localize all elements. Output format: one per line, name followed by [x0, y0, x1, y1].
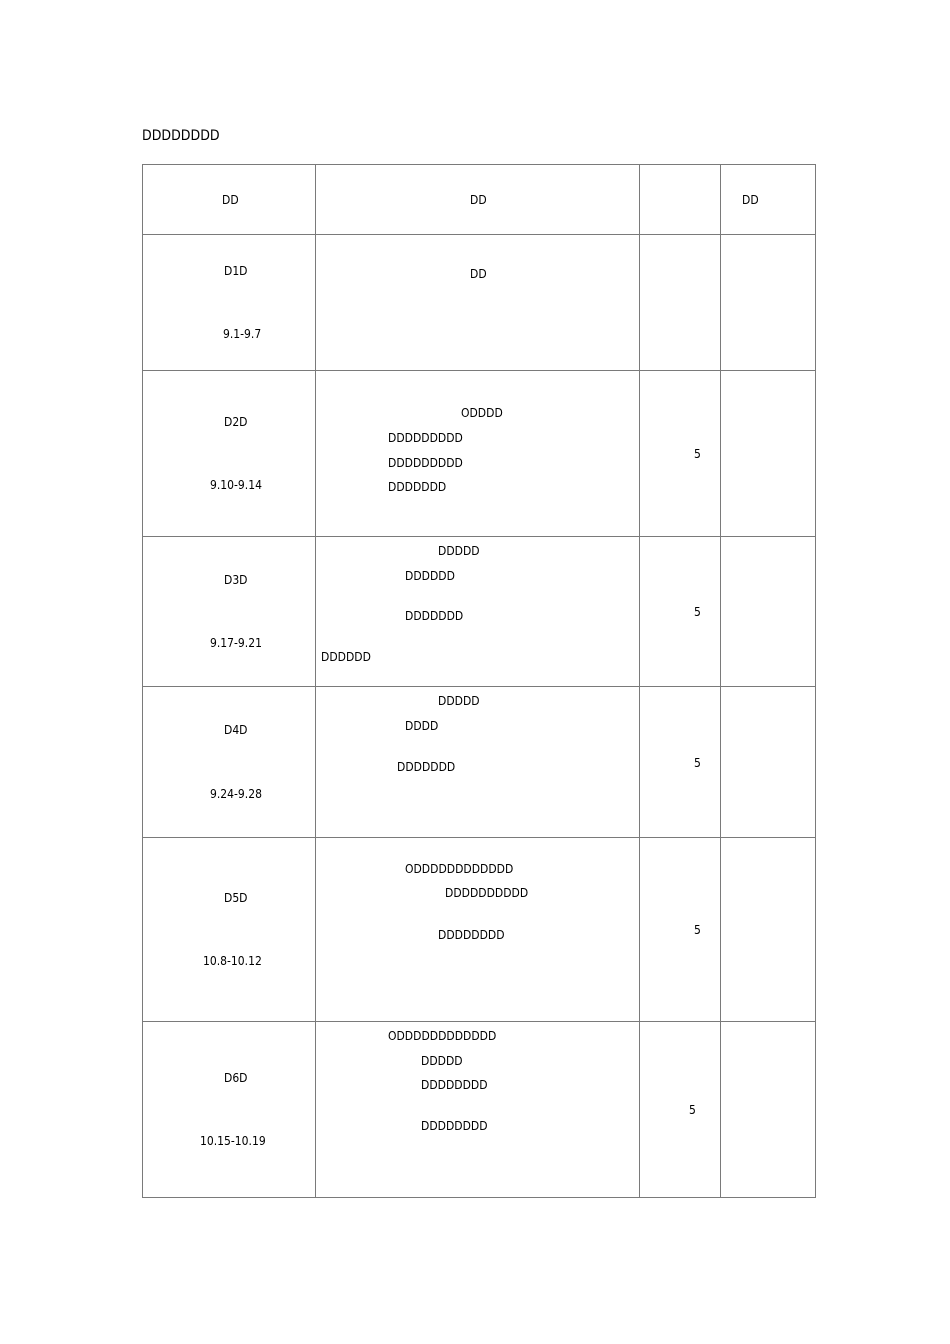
- row-content-line: DDDDDDDD: [421, 1078, 488, 1092]
- table-row-divider: [142, 234, 816, 235]
- row-hours: 5: [694, 605, 701, 619]
- table-row-divider: [142, 686, 816, 687]
- row-week: D2D: [224, 415, 248, 429]
- row-content-line: DDDDDDD: [388, 480, 447, 494]
- row-content-line: DDDDDD: [405, 569, 455, 583]
- row-hours: 5: [694, 447, 701, 461]
- table-row-divider: [142, 837, 816, 838]
- row-dates: 9.24-9.28: [210, 787, 262, 801]
- row-dates: 9.10-9.14: [210, 478, 262, 492]
- row-dates: 10.8-10.12: [203, 954, 262, 968]
- header-remarks: DD: [742, 193, 759, 207]
- row-content-line: DDDDD: [438, 694, 480, 708]
- table-row-divider: [142, 370, 816, 371]
- row-content-line: DDDDDDDD: [421, 1119, 488, 1133]
- row-content-line: DD: [470, 267, 487, 281]
- row-week: D1D: [224, 264, 248, 278]
- row-hours: 5: [694, 756, 701, 770]
- table-column-divider: [639, 164, 640, 1198]
- row-content-line: DDDDDDDDD: [388, 456, 463, 470]
- row-content-line: DDDDDDDD: [438, 928, 505, 942]
- row-content-line: DDDDD: [421, 1054, 463, 1068]
- row-week: D5D: [224, 891, 248, 905]
- row-content-line: DDDDDDD: [397, 760, 456, 774]
- table-row-divider: [142, 536, 816, 537]
- table-border-left: [142, 164, 143, 1198]
- header-content: DD: [470, 193, 487, 207]
- header-week: DD: [222, 193, 239, 207]
- row-week: D4D: [224, 723, 248, 737]
- row-week: D6D: [224, 1071, 248, 1085]
- row-content-line: ODDDD: [461, 406, 503, 420]
- row-content-line: DDDDDDDDDD: [445, 886, 529, 900]
- row-content-line: DDDDDDDDD: [388, 431, 463, 445]
- table-row-divider: [142, 1021, 816, 1022]
- row-dates: 9.1-9.7: [223, 327, 262, 341]
- row-hours: 5: [694, 923, 701, 937]
- row-dates: 10.15-10.19: [200, 1134, 266, 1148]
- row-content-line: ODDDDDDDDDDDD: [405, 862, 514, 876]
- row-content-line: DDDDDDD: [405, 609, 464, 623]
- document-title: DDDDDDDD: [142, 128, 220, 144]
- table-border-right: [815, 164, 816, 1198]
- row-content-line: DDDD: [405, 719, 439, 733]
- row-hours: 5: [689, 1103, 696, 1117]
- row-content-line: DDDDD: [438, 544, 480, 558]
- row-week: D3D: [224, 573, 248, 587]
- table-column-divider: [720, 164, 721, 1198]
- table-border-bottom: [142, 1197, 816, 1198]
- row-content-line: ODDDDDDDDDDDD: [388, 1029, 497, 1043]
- row-dates: 9.17-9.21: [210, 636, 262, 650]
- table-border-top: [142, 164, 816, 165]
- row-content-line: DDDDDD: [321, 650, 371, 664]
- table-column-divider: [315, 164, 316, 1198]
